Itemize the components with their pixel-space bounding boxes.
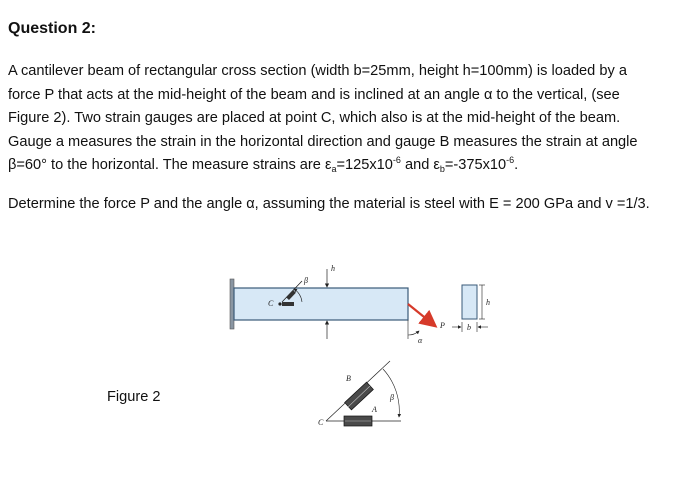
figure-2-diagram: [218, 255, 518, 435]
h-label-section: h: [486, 298, 490, 307]
strain-text-end: .: [514, 157, 519, 173]
cantilever-beam: [234, 288, 408, 320]
strain-exponent-a: -6: [392, 155, 401, 165]
gauge-b-label: B: [346, 374, 351, 383]
gauge-a-label: A: [372, 405, 377, 414]
statement-line-3: Figure 2). Two strain gauges are placed at point C, which also is at the mid-height of the beam.: [8, 110, 621, 126]
problem-statement: [8, 60, 694, 178]
statement-line-5: [8, 154, 694, 178]
beam-cross-section: [462, 285, 477, 319]
strain-text-2: and ε: [400, 157, 440, 173]
beta-label-detail: β: [390, 393, 394, 402]
force-p-arrow: [408, 304, 434, 325]
point-c-marker: [278, 302, 281, 305]
strain-subscript-b: b: [439, 164, 445, 174]
force-p-label: P: [440, 321, 445, 330]
question-text: Determine the force P and the angle α, assuming the material is steel with E = 200 GPa and v =1/3.: [8, 196, 650, 212]
alpha-angle-arc: [408, 331, 419, 335]
statement-line-4: Gauge a measures the strain in the horizontal direction and gauge B measures the strain at angle: [8, 133, 638, 150]
point-c-label: C: [268, 299, 274, 308]
strain-subscript-a: a: [331, 164, 337, 174]
figure-label: Figure 2: [107, 389, 161, 405]
alpha-label: α: [418, 336, 423, 345]
b-label: b: [467, 323, 471, 332]
gauge-a-on-beam: [282, 302, 294, 306]
statement-line-2: force P that acts at the mid-height of the beam and is inclined at an angle α to the vertical, (see: [8, 86, 620, 103]
statement-line-1: A cantilever beam of rectangular cross section (width b=25mm, height h=100mm) is loaded by a: [8, 63, 627, 79]
beta-label-beam: β: [304, 276, 308, 285]
strain-text-1: β=60° to the horizontal. The measure strains are ε: [8, 157, 332, 173]
strain-value-a: =125x10: [336, 157, 393, 173]
point-c-label-detail: C: [318, 418, 324, 427]
strain-exponent-b: -6: [506, 155, 515, 165]
h-label-top: h: [331, 264, 335, 273]
fixed-support-wall: [230, 279, 234, 329]
strain-value-b: =-375x10: [444, 157, 507, 173]
question-heading: Question 2:: [8, 20, 97, 37]
